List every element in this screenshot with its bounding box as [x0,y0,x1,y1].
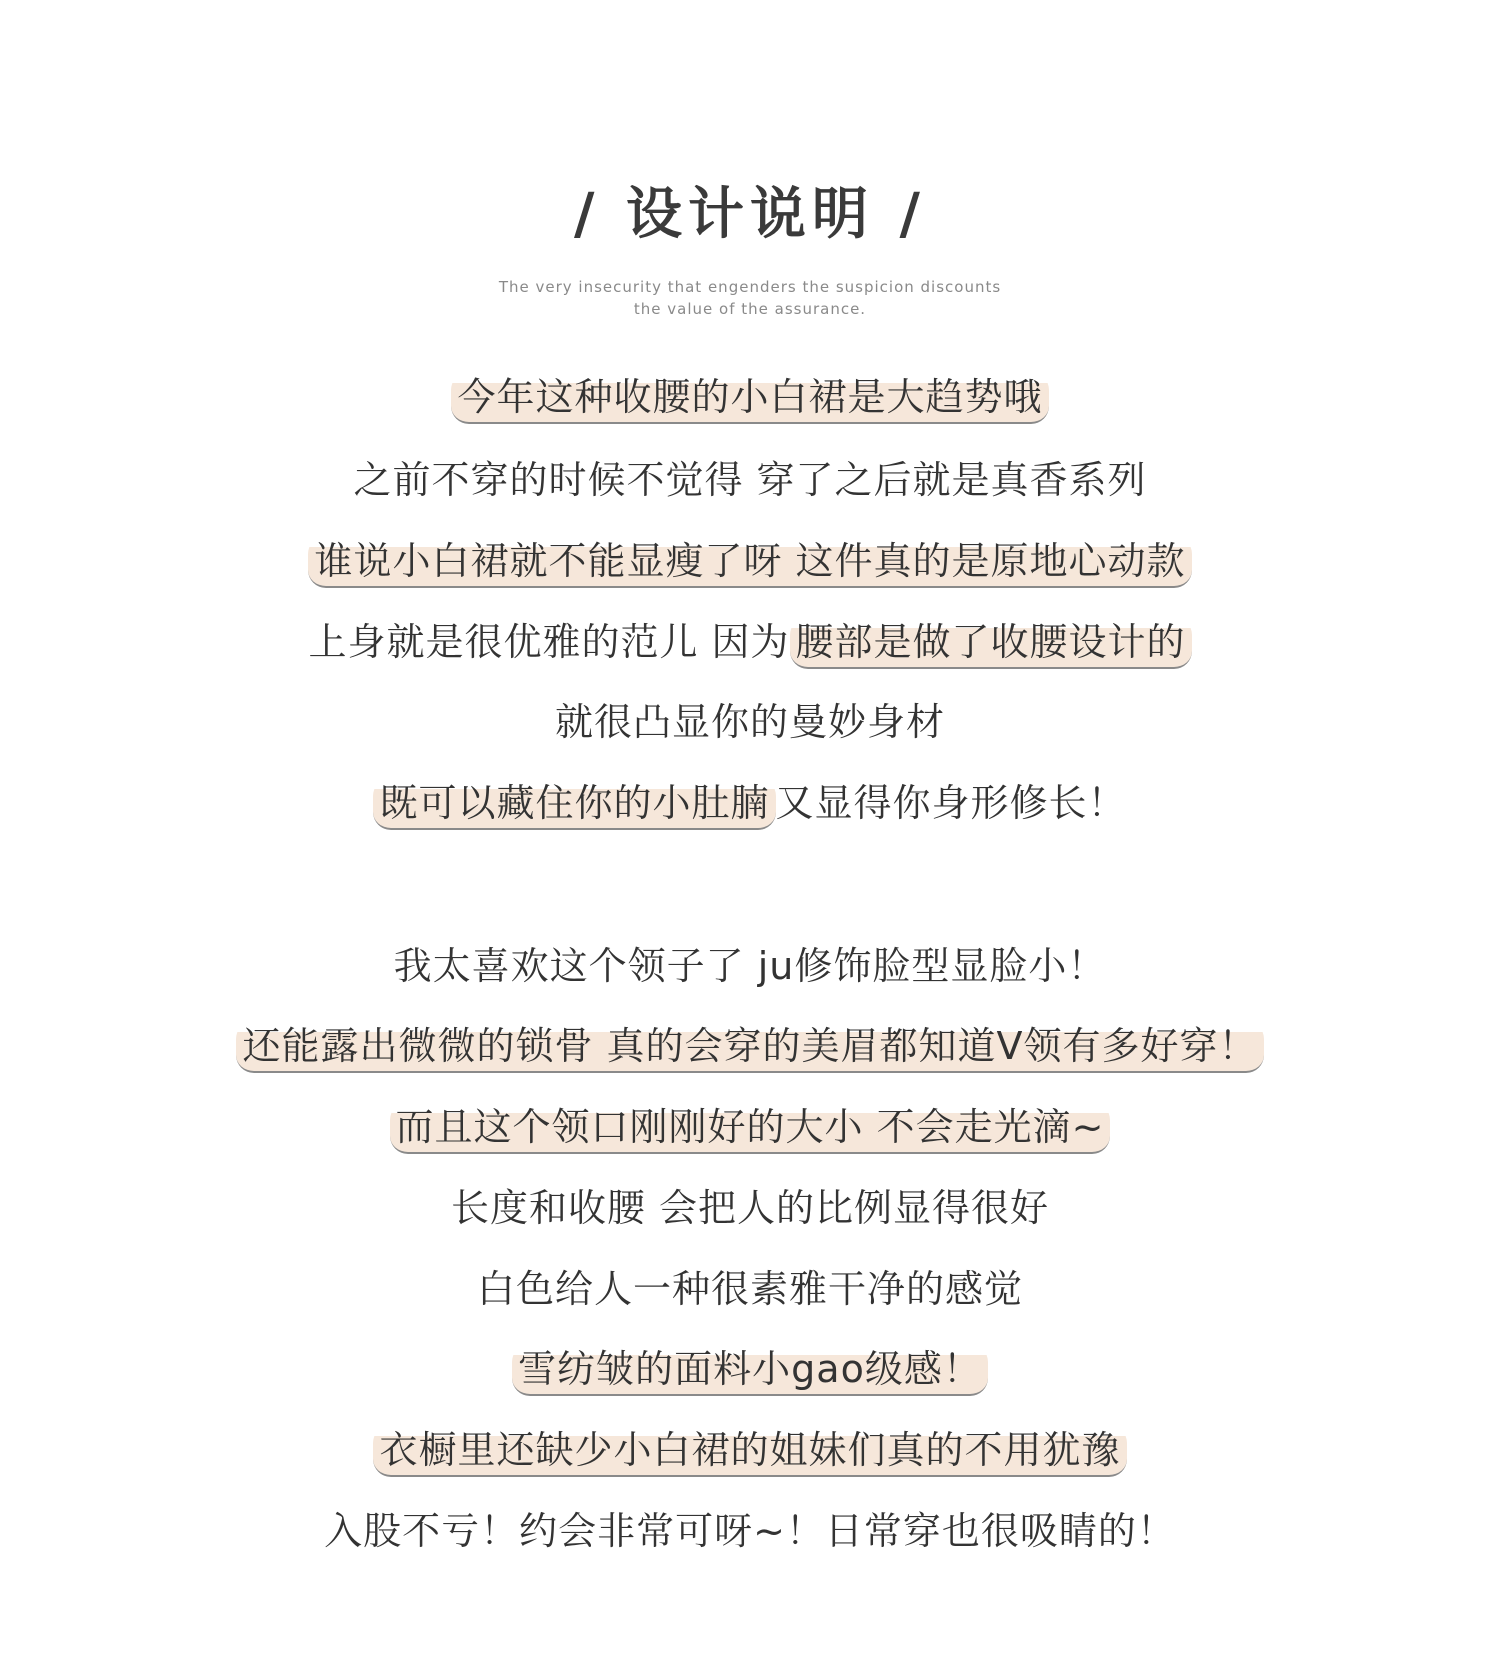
description-line [0,372,1500,424]
line-segment: 今年这种收腰的小白裙是大趋势哦 [451,372,1048,424]
line-segment: 之前不穿的时候不觉得 穿了之后就是真香系列 [353,458,1147,502]
description-line [0,1344,1500,1396]
line-segment: 上身就是很优雅的范儿 因为 [308,620,790,664]
line-segment: 谁说小白裙就不能显瘦了呀 这件真的是原地心动款 [308,536,1191,588]
description-line [0,1102,1500,1154]
line-segment: 我太喜欢这个领子了 ju修饰脸型显脸小！ [393,944,1107,988]
line-segment: 腰部是做了收腰设计的 [790,617,1192,669]
section-subtitle-line-1: The very insecurity that engenders the suspicion discounts [498,278,1002,296]
line-segment: 就很凸显你的曼妙身材 [554,700,945,744]
line-segment: 衣橱里还缺少小白裙的姐妹们真的不用犹豫 [373,1425,1126,1477]
line-segment: 既可以藏住你的小肚腩 [373,778,775,830]
description-line [0,1021,1500,1073]
description-line [0,697,1500,747]
line-segment: 长度和收腰 会把人的比例显得很好 [450,1186,1050,1230]
line-segment: 白色给人一种很素雅干净的感觉 [476,1267,1023,1311]
description-line [0,455,1500,505]
section-title: / 设计说明 / [574,182,926,247]
line-segment: 还能露出微微的锁骨 真的会穿的美眉都知道V领有多好穿！ [236,1021,1263,1073]
description-line [0,1183,1500,1233]
description-line [0,1425,1500,1477]
description-line [0,1506,1500,1556]
line-segment: 而且这个领口刚刚好的大小 不会走光滴~ [390,1102,1111,1154]
description-line [0,778,1500,830]
description-line [0,617,1500,669]
description-line [0,941,1500,991]
description-line [0,536,1500,588]
description-line [0,1264,1500,1314]
section-subtitle-line-2: the value of the assurance. [633,300,867,318]
line-segment: 入股不亏！约会非常可呀~！日常穿也很吸睛的！ [324,1509,1176,1553]
line-segment: 又显得你身形修长！ [775,781,1127,825]
line-segment: 雪纺皱的面料小gao级感！ [512,1344,988,1396]
